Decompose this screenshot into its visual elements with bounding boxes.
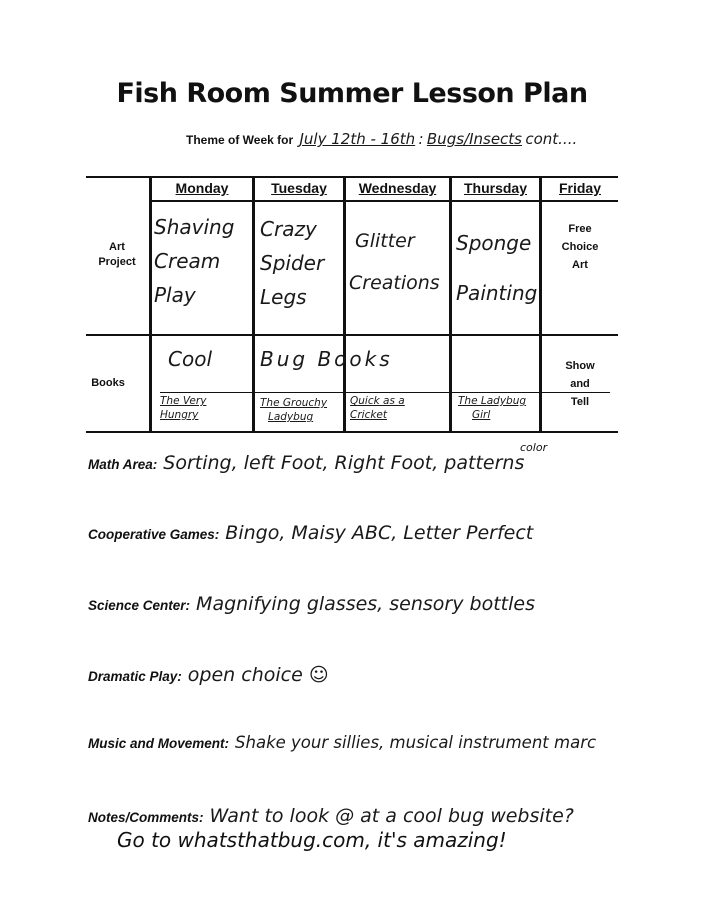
theme-suffix: cont.... — [525, 130, 578, 148]
day-header-wednesday: Wednesday — [358, 180, 437, 196]
dramatic-play-value: open choice ☺ — [187, 664, 329, 686]
column-divider — [343, 176, 346, 433]
row-label-art-project — [88, 240, 146, 270]
column-divider — [449, 176, 452, 433]
column-divider — [539, 176, 542, 433]
music-and-movement — [88, 733, 596, 753]
cell-line: Sponge — [456, 231, 532, 255]
book-line: The Grouchy — [260, 397, 328, 409]
music-movement-value: Shake your sillies, musical instrument marc — [235, 733, 597, 752]
book-thursday — [458, 394, 526, 422]
notes-comments — [88, 805, 574, 827]
cell-line: Shaving — [154, 215, 235, 239]
book-monday — [160, 394, 206, 422]
cooperative-games-value: Bingo, Maisy ABC, Letter Perfect — [225, 522, 534, 544]
notes-comments-label: Notes/Comments: — [88, 810, 204, 825]
notes-comments-value: Want to look @ at a cool bug website? — [209, 805, 574, 827]
books-divider — [160, 392, 610, 393]
cell-line: Tell — [570, 396, 590, 408]
row-label-line: Art — [109, 241, 125, 253]
cell-line: Show — [565, 360, 595, 372]
theme-dates: July 12th - 16th — [299, 130, 416, 148]
book-line: The Very — [160, 395, 207, 407]
row-label-line: Project — [98, 256, 136, 268]
book-line: Ladybug — [268, 411, 314, 423]
row-label-books: Books — [91, 377, 125, 389]
cell-line: Art — [572, 259, 588, 271]
book-line: Cricket — [350, 409, 387, 421]
page-title: Fish Room Summer Lesson Plan — [116, 78, 588, 109]
cell-line: Spider — [260, 251, 325, 275]
cell-line: and — [570, 378, 590, 390]
cell-line: Creations — [349, 272, 440, 294]
notes-comments-line2: Go to whatsthatbug.com, it's amazing! — [117, 828, 507, 852]
book-tuesday — [260, 396, 327, 424]
cell-line: Play — [154, 283, 196, 307]
cell-line: Crazy — [260, 217, 317, 241]
book-line: Girl — [472, 409, 491, 421]
day-header-thursday: Thursday — [463, 180, 527, 196]
book-line: Quick as a — [350, 395, 405, 407]
math-note: color — [520, 441, 548, 454]
column-divider — [149, 176, 152, 433]
dramatic-play-label: Dramatic Play: — [88, 669, 182, 684]
book-line: Hungry — [160, 409, 199, 421]
theme-topic: Bugs/Insects — [426, 130, 522, 148]
science-center-value: Magnifying glasses, sensory bottles — [196, 593, 535, 615]
day-header-friday: Friday — [558, 180, 601, 196]
day-header-tuesday: Tuesday — [271, 180, 327, 196]
book-wednesday — [350, 394, 405, 422]
math-area-label: Math Area: — [88, 457, 158, 472]
music-movement-label: Music and Movement: — [88, 736, 230, 751]
cooperative-games — [88, 522, 533, 544]
cell-line: Legs — [260, 285, 307, 309]
cell-line: Glitter — [355, 230, 415, 252]
column-divider — [252, 176, 255, 433]
art-thursday — [456, 218, 537, 318]
books-across-hand: Bug Books — [260, 347, 393, 371]
theme-separator: : — [418, 130, 424, 148]
cell-line: Painting — [456, 281, 538, 305]
math-area-value: Sorting, left Foot, Right Foot, patterns — [163, 452, 525, 474]
science-center — [88, 593, 535, 615]
cooperative-games-label: Cooperative Games: — [88, 527, 220, 542]
science-center-label: Science Center: — [88, 598, 191, 613]
books-friday — [545, 357, 615, 411]
book-line: The Ladybug — [458, 395, 527, 407]
cell-line: Free — [568, 223, 592, 235]
header-rule — [150, 200, 618, 202]
dramatic-play — [88, 664, 329, 686]
theme-label: Theme of Week for — [186, 133, 294, 147]
cell-line: Cream — [154, 249, 221, 273]
art-tuesday — [260, 212, 324, 314]
art-friday — [545, 220, 615, 274]
art-monday — [154, 210, 234, 312]
math-area — [88, 452, 524, 474]
art-wednesday — [349, 220, 440, 304]
cell-line: Choice — [561, 241, 599, 253]
books-monday-hand: Cool — [168, 347, 212, 371]
day-header-monday: Monday — [175, 180, 229, 196]
